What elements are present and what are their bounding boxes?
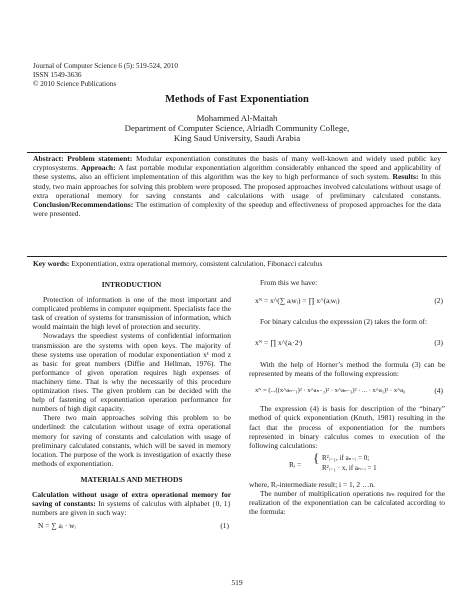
equation-5-case-2: R²ᵢ₋₁ · x, if aₙ₋ᵢ = 1 xyxy=(322,463,377,472)
equation-5-lhs: Rᵢ = xyxy=(289,459,302,469)
author-name: Mohammed Al-Maitah xyxy=(196,113,278,123)
right-paragraph-2: For binary calculus the expression (2) takes the form of: xyxy=(260,317,428,327)
left-column xyxy=(32,278,231,539)
methods-paragraph-1 xyxy=(32,490,231,517)
right-paragraph-4: The expression (4) is basis for description of the “binary” method of quick exponentiation (Knuth, 1981) resulting in the fact that the process of exponentiation for the numbers represented in binary calculus comes to execution of the following calculations: xyxy=(249,404,445,450)
abstract-problem: Modular exponentiation constitutes the basis of many well-known and widely used public key cryptosystems. xyxy=(33,154,441,173)
journal-citation: Journal of Computer Science 6 (5): 519-524, 2010 xyxy=(33,62,178,70)
paper-title: Methods of Fast Exponentiation xyxy=(165,94,309,105)
equation-2 xyxy=(249,287,445,317)
abstract xyxy=(33,154,441,218)
methods-text: In systems of calculus with alphabet {0, 1} numbers are given in such way: xyxy=(32,499,231,518)
equation-3-number: (3) xyxy=(434,338,443,348)
intro-paragraph-3: There two main approaches solving this problem to be underlined: the calculation without usage of extra operational memory for saving of constants and calculation with usage of preliminary calculated constants, which will be saved in memory location. The purpose of the work is investigation of exactly these methods of exponentiation. xyxy=(32,413,231,468)
right-paragraph-6: The number of multiplication operations nₘ required for the realization of the exponentiation can be calculated according to the formula: xyxy=(249,488,445,517)
abstract-results: In this study, two main approaches for solving this problem were proposed. The proposed approaches involved calculations without usage of extra operational memory for saving constants and calculations with usage of preliminary calculated constants. xyxy=(33,172,441,200)
equation-2-body: xᴺ = x^(∑ aᵢwᵢ) = ∏ x^(aᵢwᵢ) xyxy=(255,296,340,306)
intro-paragraph-2: Nowadays the speediest systems of confidential information transmission are the systems with open keys. The majority of these systems use operation of modular exponentiation x¹ mod z as basic for great numbers (Diffie and Hellman, 1976). The performance of given operation requires high expenses of machinery time. That is why the necessarily of this procedure optimization rises. The given problem can be decided with the help of fastening of exponentiation operation performance for numbers of high digit capacity. xyxy=(32,331,231,414)
equation-4-body: xᴺ = (...((x^aₙ₋₁)² · x^aₙ₋₂)² · x^aₙ₋₃)² · ... · x^a₁)² · x^a₀ xyxy=(255,387,406,395)
author-department: Department of Computer Science, Alriadh Community College, xyxy=(124,123,350,134)
equation-1-number: (1) xyxy=(220,521,229,531)
keywords xyxy=(33,259,443,268)
equation-5-case-1: R²ᵢ₋₁, if aₙ₋ᵢ = 0; xyxy=(322,453,370,462)
right-paragraph-5: where, Rᵢ-intermediate result; i = 1, 2 …n. xyxy=(249,479,376,489)
author-block xyxy=(0,113,474,144)
copyright: © 2010 Science Publications xyxy=(33,80,117,88)
equation-1-body: N = ∑ aᵢ · wᵢ xyxy=(38,521,76,531)
right-paragraph-1: From this we have: xyxy=(260,278,318,287)
equation-3-body: xᴺ = ∏ x^(aᵢ·2ᶦ) xyxy=(255,338,303,348)
equation-4-number: (4) xyxy=(434,386,443,396)
equation-5-brace: { xyxy=(313,449,320,465)
abstract-label: Abstract: Problem statement: xyxy=(33,154,133,163)
keywords-label: Key words: xyxy=(33,259,70,268)
approach-label: Approach: xyxy=(80,163,116,173)
intro-paragraph-1: Protection of information is one of the most important and complicated problems in computer equipment. Specialists face the task of creation of systems for transmission of information, which would maintain the high level of protection and security. xyxy=(32,295,231,332)
right-column xyxy=(249,278,445,516)
equation-4 xyxy=(249,378,445,404)
introduction-heading: INTRODUCTION xyxy=(101,280,162,289)
equation-1 xyxy=(32,517,231,539)
abstract-approach: A fast portable modular exponentiation algorithm considerably enhanced the speed and applicability of these systems, also an efficient implementation of this algorithm was the key to high performance of such system. xyxy=(33,163,441,182)
page-number: 519 xyxy=(231,578,243,587)
right-paragraph-3: With the help of Horner’s method the formula (3) can be represented by means of the following expression: xyxy=(249,360,445,379)
results-label: Results: xyxy=(392,172,419,182)
equation-2-number: (2) xyxy=(434,296,443,306)
issn: ISSN 1549-3636 xyxy=(33,71,82,79)
abstract-conclusion: The estimation of complexity of the speedup and effectiveness of proposed approaches for the data were presented. xyxy=(33,200,441,219)
materials-methods-heading: MATERIALS AND METHODS xyxy=(80,474,183,484)
keywords-text: Exponentiation, extra operational memory, consistent calculation, Fibonacci calculus xyxy=(69,259,323,268)
conclusion-label: Conclusion/Recommendations: xyxy=(33,200,134,210)
journal-header xyxy=(33,62,178,89)
equation-5 xyxy=(249,450,445,480)
equation-3 xyxy=(249,326,445,360)
author-university: King Saud University, Saudi Arabia xyxy=(173,133,301,144)
methods-subheading: Calculation without usage of extra operational memory for saving of constants: xyxy=(32,489,231,509)
